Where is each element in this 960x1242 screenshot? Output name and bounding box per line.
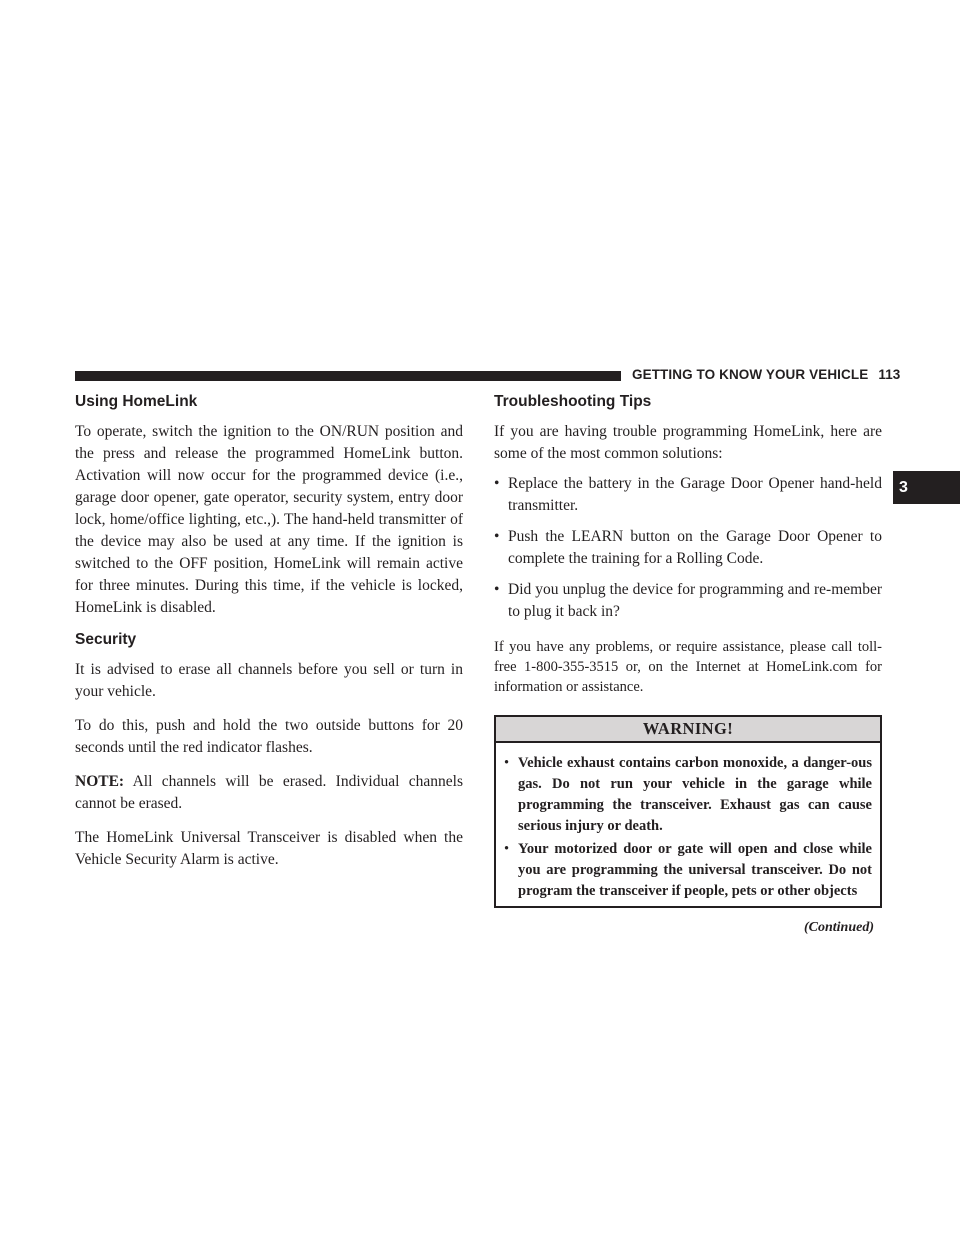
troubleshooting-intro: If you are having trouble programming HomeLink, here are some of the most common solutions: (494, 423, 882, 462)
security-paragraph-hold: To do this, push and hold the two outside buttons for 20 seconds until the red indicator flashes. (75, 717, 463, 756)
bullet-glyph: • (494, 528, 500, 545)
warning-box (494, 715, 882, 908)
header-rule (75, 371, 621, 381)
list-item: • Vehicle exhaust contains carbon monoxide, a danger-ous gas. Do not run your vehicle in the garage while programming the transceiver. Exhaust gas can cause serious injury or death. (504, 755, 872, 834)
running-header (632, 367, 900, 382)
using-homelink-paragraph: To operate, switch the ignition to the ON/RUN position and the press and release the programmed HomeLink button. Activation will now occur for the programmed device (i.e., garage door opener, gate operator, security system, entry door lock, home/office lighting, etc.,). The hand-held transmitter of the device may also be used at any time. If the ignition is switched to the OFF position, HomeLink will remain active for three minutes. During this time, if the vehicle is locked, HomeLink is disabled. (75, 423, 463, 616)
list-item: • Replace the battery in the Garage Door Opener hand-held transmitter. (494, 475, 882, 514)
warning-title: WARNING! (496, 717, 880, 743)
tips-list (494, 473, 882, 623)
bullet-glyph: • (504, 755, 510, 771)
bullet-glyph: • (504, 841, 510, 857)
list-item: • Your motorized door or gate will open and close while you are programming the universal transceiver. Do not program the transceiver if people, pets or other objects (504, 841, 872, 899)
security-paragraph-erase: It is advised to erase all channels before you sell or turn in your vehicle. (75, 661, 463, 700)
troubleshooting-heading: Troubleshooting Tips (494, 393, 652, 410)
right-column (494, 393, 882, 936)
security-paragraph-alarm: The HomeLink Universal Transceiver is disabled when the Vehicle Security Alarm is active. (75, 829, 463, 868)
list-item: • Did you unplug the device for programming and re-member to plug it back in? (494, 581, 882, 620)
running-title: GETTING TO KNOW YOUR VEHICLE (632, 367, 869, 382)
left-column (75, 393, 463, 883)
using-homelink-heading: Using HomeLink (75, 393, 198, 410)
note-paragraph (75, 771, 463, 815)
bullet-glyph: • (494, 581, 500, 598)
chapter-tab: 3 (893, 471, 960, 504)
page-number: 113 (878, 367, 901, 382)
bullet-glyph: • (494, 475, 500, 492)
note-text: All channels will be erased. Individual channels cannot be erased. (75, 773, 463, 812)
contact-paragraph: If you have any problems, or require assistance, please call toll-free 1-800-355-3515 or, on the Internet at HomeLink.com for information or assistance. (494, 639, 882, 695)
security-heading: Security (75, 631, 137, 648)
list-item: • Push the LEARN button on the Garage Door Opener to complete the training for a Rolling Code. (494, 528, 882, 567)
warning-list (496, 743, 880, 906)
continued-note: (Continued) (803, 920, 874, 935)
note-label: NOTE: (75, 773, 125, 790)
